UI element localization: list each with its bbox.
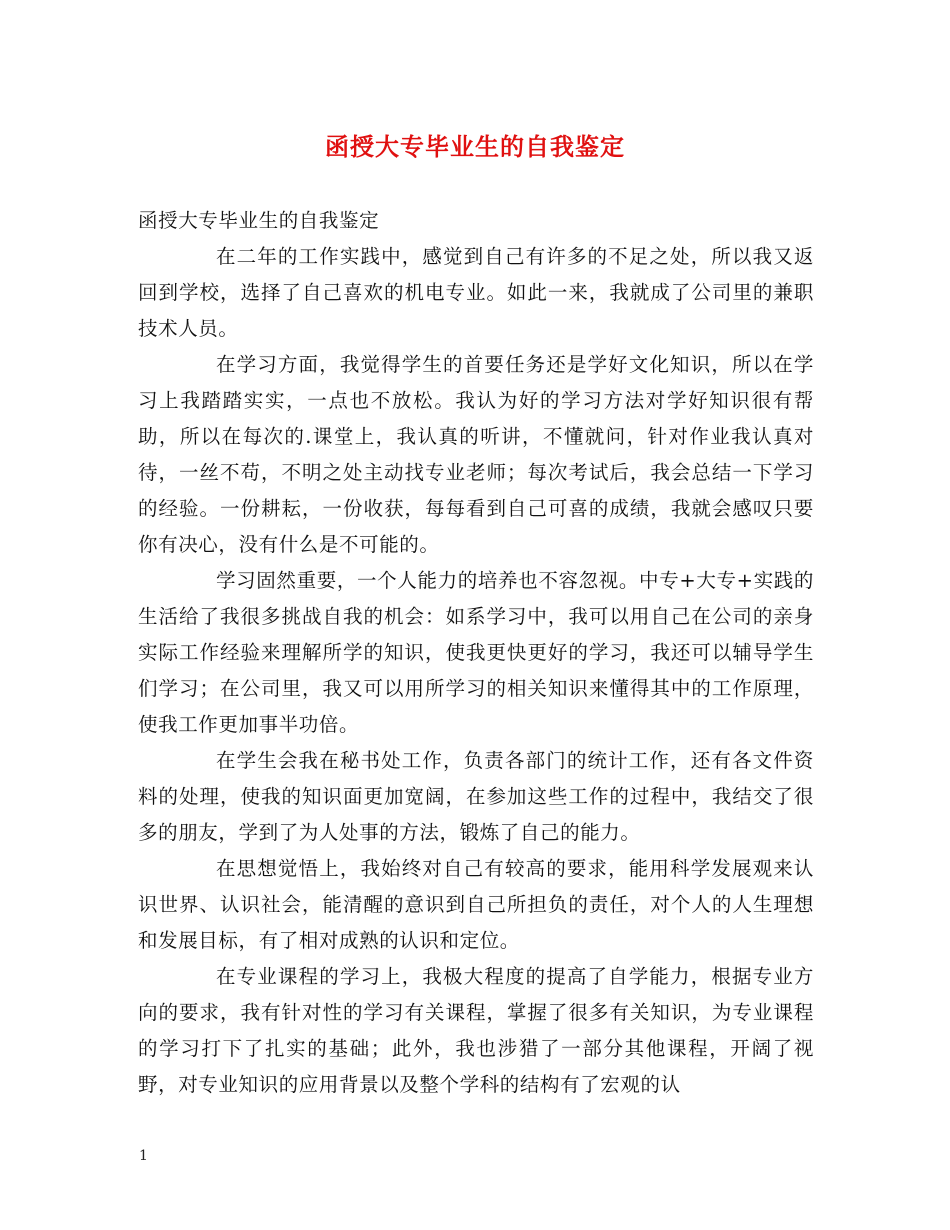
paragraph-5: 在思想觉悟上，我始终对自己有较高的要求，能用科学发展观来认识世界、认识社会，能清醒的意识到自己所担负的责任，对个人的人生理想和发展目标，有了相对成熟的认识和定位。 xyxy=(138,857,814,952)
paragraph-4: 在学生会我在秘书处工作，负责各部门的统计工作，还有各文件资料的处理，使我的知识面更加宽阔，在参加这些工作的过程中，我结交了很多的朋友，学到了为人处事的方法，锻炼了自己的能力。 xyxy=(138,749,814,844)
document-body xyxy=(138,203,814,1103)
document-subtitle: 函授大专毕业生的自我鉴定 xyxy=(138,209,380,232)
paragraph-6: 在专业课程的学习上，我极大程度的提高了自学能力，根据专业方向的要求，我有针对性的学习有关课程，掌握了很多有关知识，为专业课程的学习打下了扎实的基础；此外，我也涉猎了一部分其他课程，开阔了视野，对专业知识的应用背景以及整个学科的结构有了宏观的认 xyxy=(138,965,814,1096)
paragraph-3: 学习固然重要，一个人能力的培养也不容忽视。中专+大专+实践的生活给了我很多挑战自我的机会：如系学习中，我可以用自己在公司的亲身实际工作经验来理解所学的知识，使我更快更好的学习，我还可以辅导学生们学习；在公司里，我又可以用所学习的相关知识来懂得其中的工作原理，使我工作更加事半功倍。 xyxy=(138,569,814,736)
document-title: 函授大专毕业生的自我鉴定 xyxy=(325,132,625,161)
paragraph-1: 在二年的工作实践中，感觉到自己有许多的不足之处，所以我又返回到学校，选择了自己喜欢的机电专业。如此一来，我就成了公司里的兼职技术人员。 xyxy=(138,245,814,340)
paragraph-2: 在学习方面，我觉得学生的首要任务还是学好文化知识，所以在学习上我踏踏实实，一点也不放松。我认为好的学习方法对学好知识很有帮助，所以在每次的.课堂上，我认真的听讲，不懂就问，针对作业我认真对待，一丝不苟，不明之处主动找专业老师；每次考试后，我会总结一下学习的经验。一份耕耘，一份收获，每每看到自己可喜的成绩，我就会感叹只要你有决心，没有什么是不可能的。 xyxy=(138,353,814,556)
page-number: 1 xyxy=(139,1148,148,1164)
